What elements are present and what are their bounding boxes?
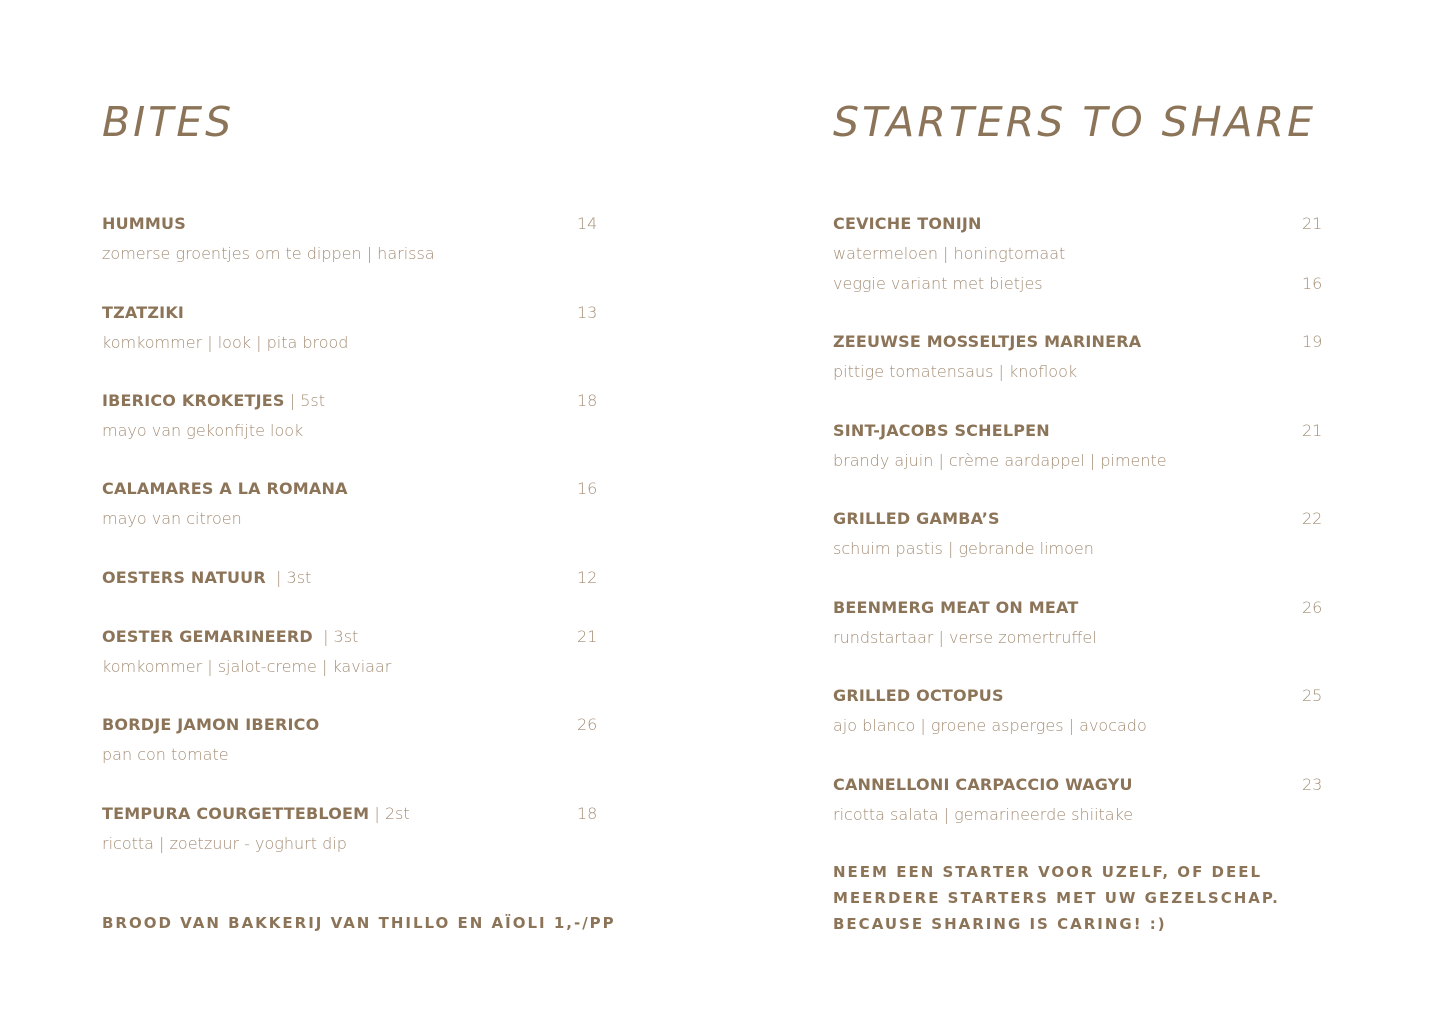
menu-item-sint-jacobs bbox=[833, 420, 1327, 472]
item-price: 21 bbox=[1302, 421, 1323, 440]
item-qty: | 3st bbox=[265, 568, 312, 587]
item-description: pan con tomate bbox=[102, 745, 229, 764]
item-price: 26 bbox=[577, 715, 598, 734]
sharing-note-line: MEERDERE STARTERS MET UW GEZELSCHAP. bbox=[833, 889, 1280, 907]
item-description: rundstartaar | verse zomertruffel bbox=[833, 628, 1097, 647]
item-name: OESTER GEMARINEERD bbox=[102, 627, 313, 646]
item-price: 13 bbox=[577, 303, 598, 322]
item-description: watermeloen | honingtomaat bbox=[833, 244, 1066, 263]
menu-item-oester-gemarineerd bbox=[102, 626, 602, 678]
menu-item-tempura-courgettebloem bbox=[102, 803, 602, 855]
menu-item-beenmerg bbox=[833, 597, 1327, 649]
item-description: zomerse groentjes om te dippen | harissa bbox=[102, 244, 435, 263]
menu-item-iberico-kroketjes bbox=[102, 390, 602, 442]
menu-item-cannelloni bbox=[833, 774, 1327, 826]
item-description: brandy ajuin | crème aardappel | pimente bbox=[833, 451, 1167, 470]
item-description: komkommer | look | pita brood bbox=[102, 333, 349, 352]
item-description: ricotta salata | gemarineerde shiitake bbox=[833, 805, 1134, 824]
sharing-note bbox=[833, 859, 1280, 937]
item-name: GRILLED GAMBA’S bbox=[833, 509, 1000, 528]
starters-title: STARTERS TO SHARE bbox=[833, 98, 1316, 146]
item-name: GRILLED OCTOPUS bbox=[833, 686, 1004, 705]
item-price: 18 bbox=[577, 804, 598, 823]
item-name: OESTERS NATUUR bbox=[102, 568, 266, 587]
item-description: schuim pastis | gebrande limoen bbox=[833, 539, 1094, 558]
item-price: 14 bbox=[577, 214, 598, 233]
item-name: CEVICHE TONIJN bbox=[833, 214, 982, 233]
item-name: CALAMARES A LA ROMANA bbox=[102, 479, 348, 498]
sharing-note-line: BECAUSE SHARING IS CARING! :) bbox=[833, 915, 1167, 933]
item-qty: | 3st bbox=[312, 627, 359, 646]
item-description: ricotta | zoetzuur - yoghurt dip bbox=[102, 834, 347, 853]
item-price: 16 bbox=[577, 479, 598, 498]
menu-item-grilled-octopus bbox=[833, 685, 1327, 737]
item-price: 26 bbox=[1302, 598, 1323, 617]
item-price: 23 bbox=[1302, 775, 1323, 794]
item-price: 19 bbox=[1302, 332, 1323, 351]
item-name: HUMMUS bbox=[102, 214, 186, 233]
menu-item-tzatziki bbox=[102, 302, 602, 354]
menu-item-zeeuwse-mosseltjes bbox=[833, 331, 1327, 383]
item-description: pittige tomatensaus | knoflook bbox=[833, 362, 1078, 381]
item-price: 18 bbox=[577, 391, 598, 410]
variant-label: veggie variant met bietjes bbox=[833, 274, 1043, 293]
menu-item-calamares bbox=[102, 478, 602, 530]
item-price: 22 bbox=[1302, 509, 1323, 528]
bread-note: BROOD VAN BAKKERIJ VAN THILLO EN AÏOLI 1,-/PP bbox=[102, 914, 616, 932]
item-qty: | 5st bbox=[284, 391, 325, 410]
item-variant bbox=[833, 273, 1327, 295]
item-name: SINT-JACOBS SCHELPEN bbox=[833, 421, 1050, 440]
item-name: IBERICO KROKETJES bbox=[102, 391, 285, 410]
item-price: 21 bbox=[1302, 214, 1323, 233]
menu-item-bordje-jamon bbox=[102, 714, 602, 766]
item-name: CANNELLONI CARPACCIO WAGYU bbox=[833, 775, 1133, 794]
menu-item-ceviche-tonijn bbox=[833, 213, 1327, 295]
item-description: komkommer | sjalot-creme | kaviaar bbox=[102, 657, 392, 676]
item-name: ZEEUWSE MOSSELTJES MARINERA bbox=[833, 332, 1142, 351]
bites-title: BITES bbox=[102, 98, 235, 146]
item-name: TZATZIKI bbox=[102, 303, 185, 322]
menu-item-oesters-natuur bbox=[102, 567, 602, 589]
item-description: mayo van citroen bbox=[102, 509, 242, 528]
variant-price: 16 bbox=[1302, 274, 1323, 293]
item-name: BORDJE JAMON IBERICO bbox=[102, 715, 320, 734]
item-price: 21 bbox=[577, 627, 598, 646]
item-price: 25 bbox=[1302, 686, 1323, 705]
item-qty: | 2st bbox=[369, 804, 410, 823]
item-name: BEENMERG MEAT ON MEAT bbox=[833, 598, 1079, 617]
menu-item-hummus bbox=[102, 213, 602, 265]
item-description: ajo blanco | groene asperges | avocado bbox=[833, 716, 1147, 735]
item-name: TEMPURA COURGETTEBLOEM bbox=[102, 804, 370, 823]
sharing-note-line: NEEM EEN STARTER VOOR UZELF, OF DEEL bbox=[833, 863, 1263, 881]
item-price: 12 bbox=[577, 568, 598, 587]
item-description: mayo van gekonfijte look bbox=[102, 421, 304, 440]
menu-item-grilled-gambas bbox=[833, 508, 1327, 560]
